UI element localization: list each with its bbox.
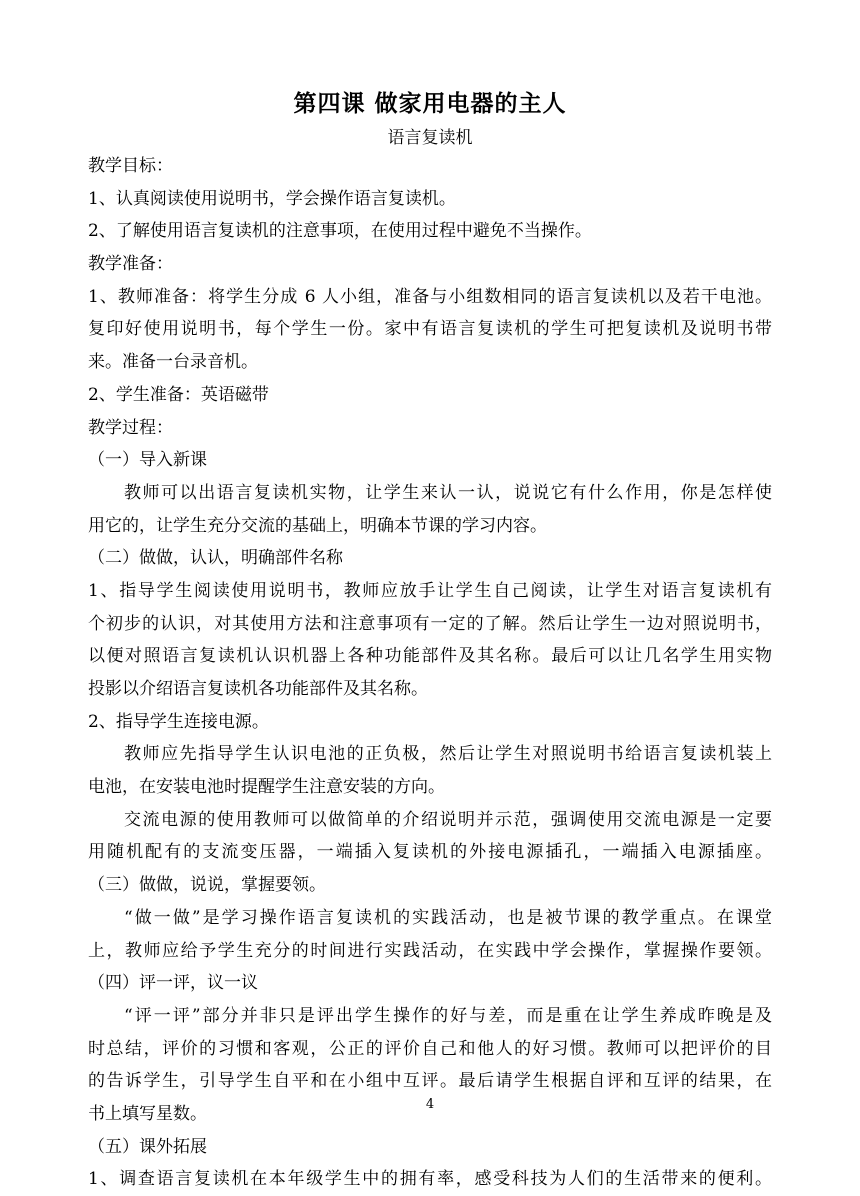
text-line: （四）评一评，议一议 [88, 973, 258, 994]
text-line: 书上填写星数。 [88, 1103, 207, 1124]
text-line: 1、认真阅读使用说明书，学会操作语言复读机。 [88, 188, 456, 209]
text-line: 以便对照语言复读机认识机器上各种功能部件及其名称。最后可以让几名学生用实物 [88, 646, 772, 667]
text-line: 个初步的认识，对其使用方法和注意事项有一定的了解。然后让学生一边对照说明书， [88, 613, 772, 634]
text-line: 2、指导学生连接电源。 [88, 711, 269, 732]
text-line: 投影以介绍语言复读机各功能部件及其名称。 [88, 679, 428, 699]
text-line: 来。准备一台录音机。 [88, 352, 258, 373]
text-line: 教师应先指导学生认识电池的正负极，然后让学生对照说明书给语言复读机装上 [124, 744, 772, 765]
text-line: 1、调查语言复读机在本年级学生中的拥有率，感受科技为人们的生活带来的便利。 [88, 1169, 772, 1190]
text-line: （五）课外拓展 [88, 1136, 207, 1157]
text-line: 2、学生准备：英语磁带 [88, 384, 269, 405]
text-line: 复印好使用说明书，每个学生一份。家中有语言复读机的学生可把复读机及说明书带 [88, 319, 772, 340]
text-line: “做一做”是学习操作语言复读机的实践活动，也是被节课的教学重点。在课堂 [124, 907, 772, 928]
text-line: 2、了解使用语言复读机的注意事项，在使用过程中避免不当操作。 [88, 221, 592, 242]
lesson-subtitle: 语言复读机 [387, 128, 473, 148]
text-line: （三）做做，说说，掌握要领。 [88, 875, 326, 896]
text-line: 1、指导学生阅读使用说明书，教师应放手让学生自己阅读，让学生对语言复读机有 [88, 580, 772, 601]
page-number: 4 [425, 1097, 435, 1112]
text-line: 的告诉学生，引导学生自平和在小组中互评。最后请学生根据自评和互评的结果，在 [88, 1071, 772, 1092]
text-line: （二）做做，认认，明确部件名称 [88, 548, 343, 569]
text-line: 用它的，让学生充分交流的基础上，明确本节课的学习内容。 [88, 515, 547, 536]
text-line: 上，教师应给予学生充分的时间进行实践活动，在实践中学会操作，掌握操作要领。 [88, 940, 772, 961]
text-line: 电池，在安装电池时提醒学生注意安装的方向。 [88, 777, 445, 798]
text-line: 交流电源的使用教师可以做简单的介绍说明并示范，强调使用交流电源是一定要 [124, 809, 772, 830]
text-line: 教师可以出语言复读机实物，让学生来认一认，说说它有什么作用，你是怎样使 [124, 482, 772, 503]
text-line: 教学准备： [88, 254, 173, 275]
text-line: 教学过程： [88, 417, 173, 438]
text-line: （一）导入新课 [88, 450, 207, 471]
text-line: 1、教师准备：将学生分成 6 人小组，准备与小组数相同的语言复读机以及若干电池。 [88, 286, 772, 307]
text-line: 教学目标： [88, 156, 173, 176]
text-line: “评一评”部分并非只是评出学生操作的好与差，而是重在让学生养成昨晚是及 [124, 1005, 772, 1026]
text-line: 用随机配有的支流变压器，一端插入复读机的外接电源插孔，一端插入电源插座。 [88, 842, 772, 863]
text-line: 时总结，评价的习惯和客观，公正的评价自己和他人的好习惯。教师可以把评价的目 [88, 1038, 772, 1059]
lesson-body [88, 150, 772, 1196]
lesson-title: 第四课 做家用电器的主人 [293, 90, 567, 117]
